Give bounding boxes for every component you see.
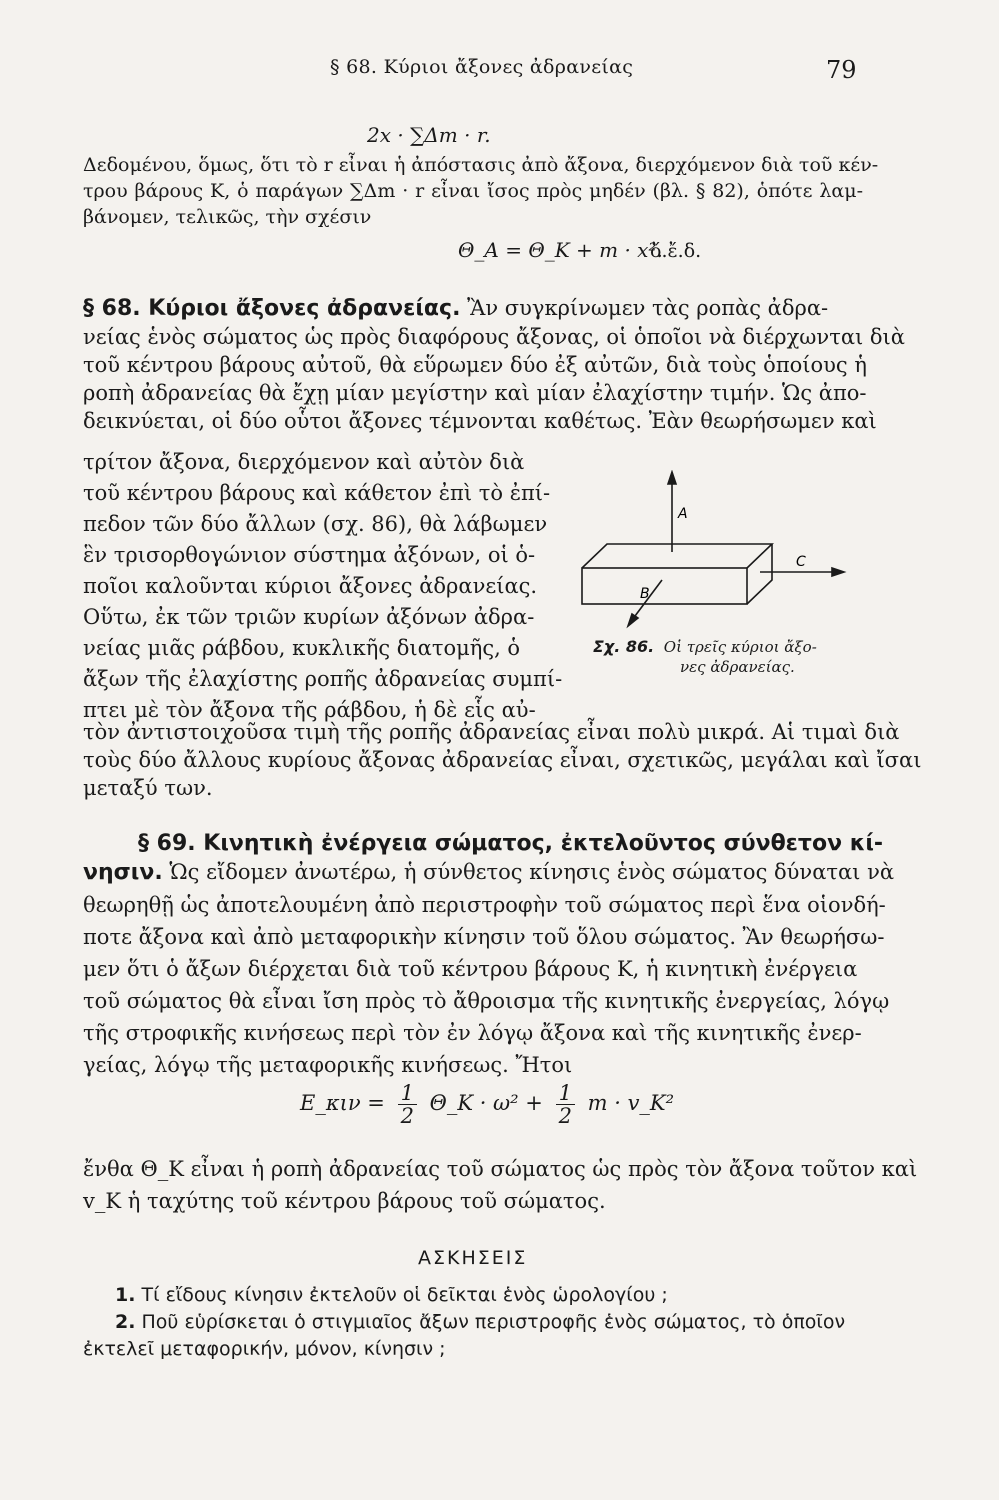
top-paragraph <box>83 152 879 230</box>
section-69-second-line <box>83 858 895 887</box>
axis-c-label: C <box>796 554 806 570</box>
text-line: Δεδομένου, ὅμως, ὅτι τὸ r εἶναι ἡ ἀπόστασις ἀπὸ ἄξονα, διερχόμενον διὰ τοῦ κέν- <box>83 154 879 176</box>
section-69-heading-cont: νησιν. <box>83 860 163 885</box>
section-68-end <box>83 718 922 802</box>
kinetic-energy-formula <box>300 1082 674 1127</box>
text-line: ἔνθα Θ_K εἶναι ἡ ροπὴ ἀδρανείας τοῦ σώματος ὡς πρὸς τὸν ἄξονα τοῦτον καὶ <box>83 1157 918 1181</box>
exercise-text: Τί εἴδους κίνησιν ἐκτελοῦν οἱ δεῖκται ἑνὸς ὡρολογίου ; <box>141 1284 668 1306</box>
text-line: ροπὴ ἀδρανείας θὰ ἔχῃ μίαν μεγίστην καὶ μίαν ἐλαχίστην τιμήν. Ὡς ἀπο- <box>83 381 867 405</box>
text-line: Ὡς εἴδομεν ἀνωτέρω, ἡ σύνθετος κίνησις ἑνὸς σώματος δύναται νὰ <box>169 860 895 884</box>
caption-label: Σχ. 86. <box>593 637 655 656</box>
formula-lhs: E_κιν = <box>300 1091 385 1115</box>
box-front-face <box>582 568 747 604</box>
exercises-title: ΑΣΚΗΣΕΙΣ <box>418 1247 528 1269</box>
fraction-half: $\frac{1}{2}$ <box>556 1082 575 1127</box>
section-69-end <box>83 1155 918 1215</box>
text-line: τοῦ κέντρου βάρους αὐτοῦ, θὰ εὕρωμεν δύο ἐξ αὐτῶν, διὰ τοὺς ὁποίους ἡ <box>83 353 867 377</box>
text-line: μεταξύ των. <box>83 776 213 800</box>
axis-c-arrow <box>832 568 844 576</box>
exercise-item <box>115 1309 865 1336</box>
box-right-face <box>747 544 772 604</box>
formula-sum: 2x · ∑Δm · r. <box>367 123 491 147</box>
formula-end: m · v_K² <box>587 1091 675 1115</box>
axis-a-label: A <box>678 506 688 522</box>
figure-86 <box>570 470 860 640</box>
section-68 <box>83 294 905 435</box>
text-line: ἄξων τῆς ἐλαχίστης ροπῆς ἀδρανείας συμπί- <box>83 667 563 691</box>
section-69 <box>83 830 895 1079</box>
section-68-narrow <box>83 448 563 724</box>
text-line: δεικνύεται, οἱ δύο οὗτοι ἄξονες τέμνονται καθέτως. Ἐὰν θεωρήσωμεν καὶ <box>83 409 877 433</box>
axis-b-label: B <box>640 586 650 602</box>
text-line: v_K ἡ ταχύτης τοῦ κέντρου βάρους τοῦ σώματος. <box>83 1189 606 1213</box>
exercise-number: 2. <box>115 1311 136 1333</box>
formula-mid: Θ_K · ω² + <box>429 1091 543 1115</box>
page-number: 79 <box>826 56 857 84</box>
exercise-number: 1. <box>115 1284 136 1306</box>
figure-caption <box>593 637 863 677</box>
text-line: ἓν τρισορθογώνιον σύστημα ἀξόνων, οἱ ὁ- <box>83 543 536 567</box>
text-line: τοῦ σώματος θὰ εἶναι ἴση πρὸς τὸ ἄθροισμα τῆς κινητικῆς ἐνεργείας, λόγῳ <box>83 989 890 1013</box>
section-68-first-line <box>83 294 863 323</box>
text-line: νείας ἑνὸς σώματος ὡς πρὸς διαφόρους ἄξονας, οἱ ὁποῖοι νὰ διέρχωνται διὰ <box>83 325 905 349</box>
text-line: ποτε ἄξονα καὶ ἀπὸ μεταφορικὴν κίνησιν τοῦ ὅλου σώματος. Ἂν θεωρήσω- <box>83 925 885 949</box>
text-line: τρου βάρους K, ὁ παράγων ∑Δm · r εἶναι ἴσος πρὸς μηδέν (βλ. § 82), ὁπότε λαμ- <box>83 180 863 202</box>
text-line: τοῦ κέντρου βάρους καὶ κάθετον ἐπὶ τὸ ἐπί- <box>83 481 551 505</box>
text-line: Οὕτω, ἐκ τῶν τριῶν κυρίων ἀξόνων ἀδρα- <box>83 605 535 629</box>
text-line: νείας μιᾶς ράβδου, κυκλικῆς διατομῆς, ὁ <box>83 636 521 660</box>
text-line: βάνομεν, τελικῶς, τὴν σχέσιν <box>83 206 372 228</box>
text-line: θεωρηθῇ ὡς ἀποτελουμένη ἀπὸ περιστροφὴν τοῦ σώματος περὶ ἕνα οἱονδή- <box>83 893 886 917</box>
text-line: Ἂν συγκρίνωμεν τὰς ροπὰς ἀδρα- <box>467 296 829 320</box>
text-line: ποῖοι καλοῦνται κύριοι ἄξονες ἀδρανείας. <box>83 574 538 598</box>
text-line: τῆς στροφικῆς κινήσεως περὶ τὸν ἐν λόγῳ ἄξονα καὶ τῆς κινητικῆς ἐνερ- <box>83 1021 862 1045</box>
box-top-face <box>582 544 772 568</box>
exercise-text: Ποῦ εὑρίσκεται ὁ στιγμιαῖος ἄξων περιστροφῆς ἑνὸς σώματος, τὸ ὁποῖον <box>141 1311 846 1333</box>
text-line: πεδον τῶν δύο ἄλλων (σχ. 86), θὰ λάβωμεν <box>83 512 548 536</box>
formula-steiner: Θ_A = Θ_K + m · x². <box>458 238 663 262</box>
caption-text: Οἱ τρεῖς κύριοι ἄξο- <box>663 638 817 656</box>
text-line: τὸν ἀντιστοιχοῦσα τιμὴ τῆς ροπῆς ἀδρανείας εἶναι πολὺ μικρά. Αἱ τιμαὶ διὰ <box>83 720 900 744</box>
qed-mark: ὅ.ἔ.δ. <box>650 240 702 262</box>
caption-text-cont: νες ἀδρανείας. <box>680 658 795 676</box>
exercise-item <box>115 1282 865 1309</box>
section-69-heading: § 69. Κινητικὴ ἐνέργεια σώματος, ἐκτελοῦντος σύνθετον κί- <box>138 831 884 856</box>
text-line: πτει μὲ τὸν ἄξονα τῆς ράβδου, ἡ δὲ εἷς αὐ- <box>83 698 536 722</box>
exercises-list <box>83 1282 865 1363</box>
text-line: τρίτον ἄξονα, διερχόμενον καὶ αὐτὸν διὰ <box>83 450 525 474</box>
running-head: § 68. Κύριοι ἄξονες ἀδρανείας <box>330 56 634 78</box>
exercise-text-cont: ἐκτελεῖ μεταφορικήν, μόνον, κίνησιν ; <box>83 1338 446 1360</box>
section-68-heading: § 68. Κύριοι ἄξονες ἀδρανείας. <box>83 296 461 321</box>
fraction-half: $\frac{1}{2}$ <box>398 1082 417 1127</box>
text-line: τοὺς δύο ἄλλους κυρίους ἄξονας ἀδρανείας εἶναι, σχετικῶς, μεγάλαι καὶ ἴσαι <box>83 748 922 772</box>
axis-b-arrow <box>628 614 638 626</box>
text-line: γείας, λόγῳ τῆς μεταφορικῆς κινήσεως. Ἤτοι <box>83 1053 573 1077</box>
axis-a-arrow <box>668 472 676 484</box>
text-line: μεν ὅτι ὁ ἄξων διέρχεται διὰ τοῦ κέντρου βάρους K, ἡ κινητικὴ ἐνέργεια <box>83 957 858 981</box>
